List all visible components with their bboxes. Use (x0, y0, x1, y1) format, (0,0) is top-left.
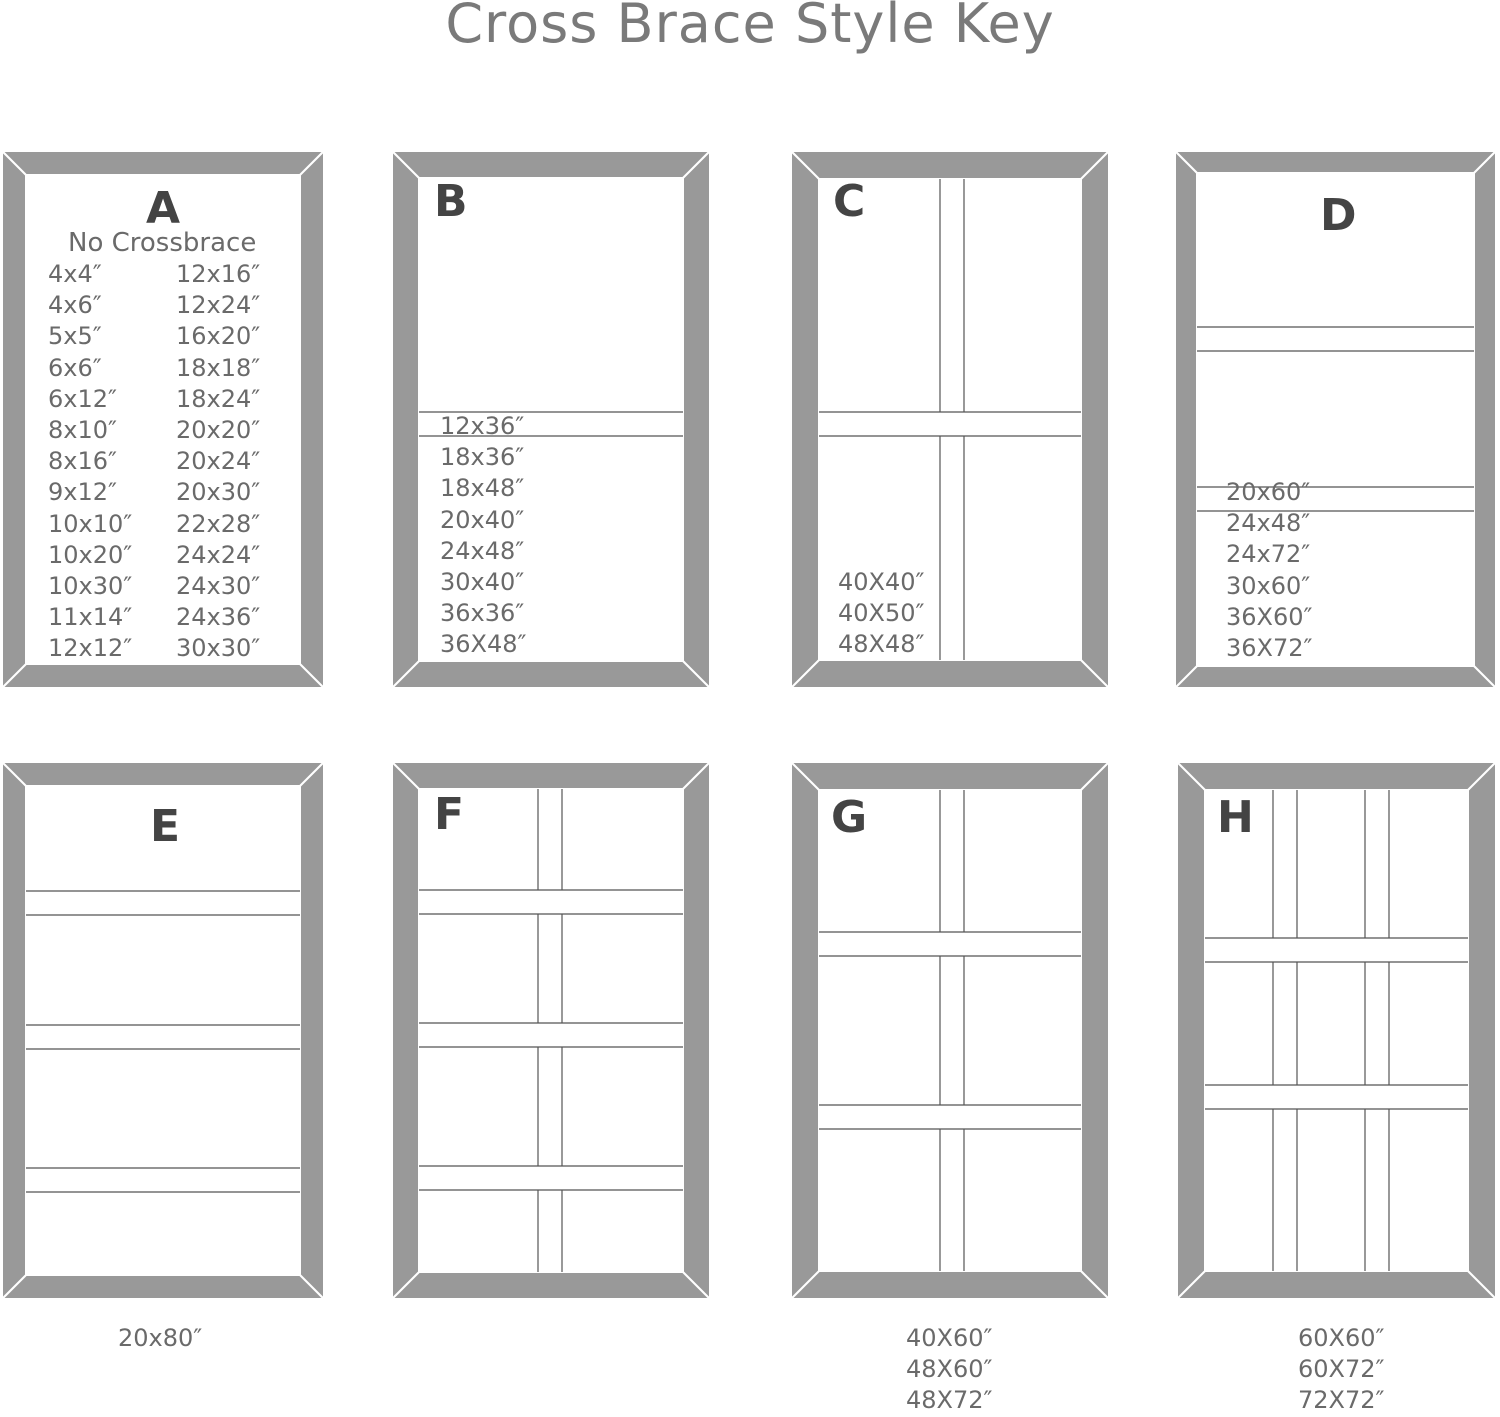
frame-b-bottom (392, 661, 710, 688)
style-h-letter: H (1217, 792, 1254, 843)
size-label: 24x24″ (176, 540, 261, 569)
size-label: 36X48″ (440, 630, 527, 659)
size-label: 11x14″ (48, 603, 133, 632)
size-label: 8x10″ (48, 415, 117, 444)
frame-f-top (392, 762, 710, 789)
size-label: 20x30″ (176, 478, 261, 507)
size-label: 20x24″ (176, 447, 261, 476)
style-d-letter: D (1320, 190, 1357, 241)
frame-c-top (791, 151, 1109, 179)
size-label: 40X50″ (838, 599, 925, 628)
frame-d-bottom (1175, 666, 1496, 688)
size-label: 18x24″ (176, 384, 261, 413)
frame-f-right (683, 762, 710, 1299)
frame-e-left (2, 762, 26, 1299)
style-b-sizes (440, 411, 526, 661)
style-b-letter: B (434, 176, 468, 227)
size-label: 36X60″ (1226, 602, 1313, 631)
frame-g-right (1081, 762, 1109, 1299)
size-label: 40X60″ (906, 1324, 993, 1352)
style-c-sizes (838, 567, 924, 661)
size-label: 10x30″ (48, 571, 133, 600)
size-label: 36X72″ (1226, 633, 1313, 662)
style-d-sizes (1226, 477, 1312, 664)
style-h-sizes (1298, 1323, 1384, 1417)
style-e-letter: E (150, 801, 181, 852)
frame-a-right (300, 151, 324, 688)
frame-g-bottom (791, 1271, 1109, 1299)
size-label: 18x18″ (176, 353, 261, 382)
size-label: 9x12″ (48, 478, 117, 507)
frame-c-bottom (791, 660, 1109, 688)
frame-a-bottom (2, 664, 324, 688)
size-label: 48X72″ (906, 1386, 993, 1415)
style-e-sizes (118, 1323, 202, 1354)
frame-a-top (2, 151, 324, 175)
size-label: 40X40″ (838, 568, 925, 596)
frame-e-top (2, 762, 324, 786)
size-label: 20x80″ (118, 1324, 203, 1352)
size-label: 20x60″ (1226, 478, 1311, 506)
size-label: 60X72″ (1298, 1355, 1385, 1384)
frame-g-left (791, 762, 819, 1299)
style-g-sizes (906, 1323, 992, 1417)
size-label: 72X72″ (1298, 1386, 1385, 1415)
style-a-subtitle: No Crossbrace (68, 228, 257, 258)
size-label: 18x36″ (440, 443, 525, 472)
size-label: 16x20″ (176, 322, 261, 351)
size-label: 36x36″ (440, 599, 525, 628)
size-label: 20x20″ (176, 415, 261, 444)
frame-d-top (1175, 151, 1496, 173)
style-a-sizes-right (176, 259, 260, 664)
frame-d-left (1175, 151, 1197, 688)
frame-f-left (392, 762, 419, 1299)
frame-c-left (791, 151, 819, 688)
size-label: 8x16″ (48, 447, 117, 476)
frame-b-top (392, 151, 710, 178)
size-label: 24x30″ (176, 571, 261, 600)
size-label: 48X48″ (838, 630, 925, 659)
size-label: 30x40″ (440, 567, 525, 596)
size-label: 12x24″ (176, 291, 261, 320)
frame-h-left (1177, 762, 1205, 1299)
frame-h-top (1177, 762, 1496, 790)
style-a-sizes-left (48, 259, 132, 664)
size-label: 12x36″ (440, 412, 525, 440)
size-label: 4x6″ (48, 291, 102, 320)
size-label: 6x6″ (48, 353, 102, 382)
frame-h-right (1468, 762, 1496, 1299)
frame-b-right (683, 151, 710, 688)
size-label: 30x30″ (176, 634, 261, 663)
size-label: 4x4″ (48, 260, 102, 288)
frame-d-right (1474, 151, 1496, 688)
frame-b-left (392, 151, 419, 688)
style-f-letter: F (434, 789, 465, 840)
size-label: 5x5″ (48, 322, 102, 351)
size-label: 12x12″ (48, 634, 133, 663)
style-a-letter: A (146, 183, 181, 234)
frame-c-right (1081, 151, 1109, 688)
size-label: 24x48″ (1226, 509, 1311, 538)
frame-a-left (2, 151, 26, 688)
size-label: 24x48″ (440, 536, 525, 565)
size-label: 18x48″ (440, 474, 525, 503)
size-label: 10x20″ (48, 540, 133, 569)
frame-e-right (300, 762, 324, 1299)
size-label: 48X60″ (906, 1355, 993, 1384)
frame-h-bottom (1177, 1271, 1496, 1299)
size-label: 10x10″ (48, 509, 133, 538)
frame-f-bottom (392, 1272, 710, 1299)
size-label: 30x60″ (1226, 571, 1311, 600)
style-g-letter: G (831, 792, 868, 843)
size-label: 22x28″ (176, 509, 261, 538)
style-c-letter: C (833, 176, 866, 227)
size-label: 6x12″ (48, 384, 117, 413)
page-title: Cross Brace Style Key (445, 0, 1055, 55)
size-label: 60X60″ (1298, 1324, 1385, 1352)
frame-e-bottom (2, 1275, 324, 1299)
size-label: 20x40″ (440, 505, 525, 534)
size-label: 24x72″ (1226, 540, 1311, 569)
size-label: 24x36″ (176, 603, 261, 632)
frame-g-top (791, 762, 1109, 790)
size-label: 12x16″ (176, 260, 261, 288)
